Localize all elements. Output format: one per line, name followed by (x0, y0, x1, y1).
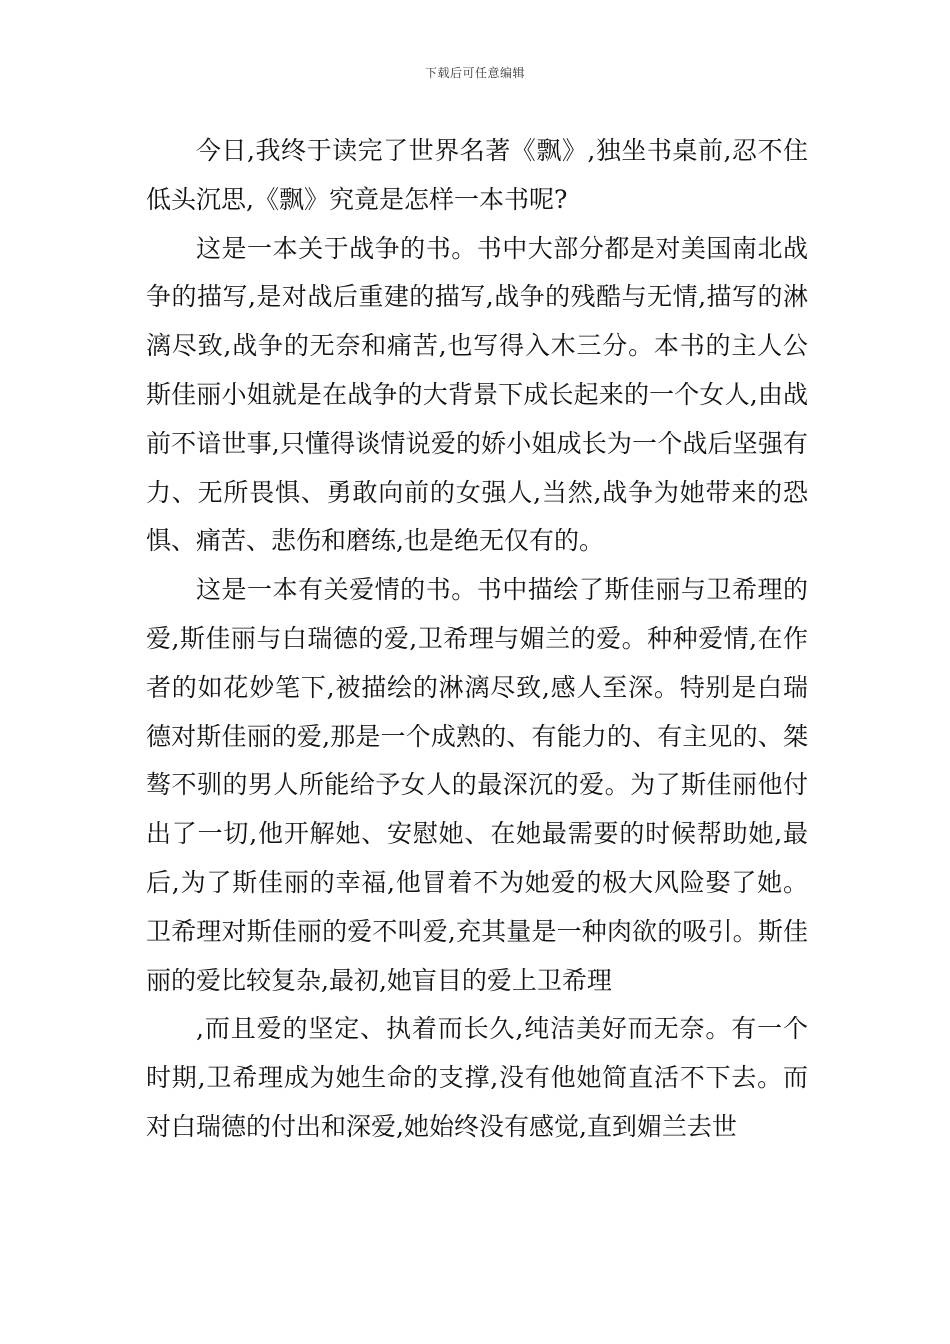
document-body (146, 127, 808, 1152)
page-header-note: 下载后可任意编辑 (424, 66, 525, 80)
paragraph-3: 这是一本有关爱情的书。书中描绘了斯佳丽与卫希理的爱,斯佳丽与白瑞德的爱,卫希理与媚兰的爱。种种爱情,在作者的如花妙笔下,被描绘的淋漓尽致,感人至深。特别是白瑞德对斯佳丽的爱,那是一个成熟的、有能力的、有主见的、桀骜不驯的男人所能给予女人的最深沉的爱。为了斯佳丽他付出了一切,他开解她、安慰她、在她最需要的时候帮助她,最后,为了斯佳丽的幸福,他冒着不为她爱的极大风险娶了她。卫希理对斯佳丽的爱不叫爱,充其量是一种肉欲的吸引。斯佳丽的爱比较复杂,最初,她盲目的爱上卫希理 (146, 575, 808, 995)
paragraph-2: 这是一本关于战争的书。书中大部分都是对美国南北战争的描写,是对战后重建的描写,战争的残酷与无情,描写的淋漓尽致,战争的无奈和痛苦,也写得入木三分。本书的主人公斯佳丽小姐就是在战争的大背景下成长起来的一个女人,由战前不谙世事,只懂得谈情说爱的娇小姐成长为一个战后坚强有力、无所畏惧、勇敢向前的女强人,当然,战争为她带来的恐惧、痛苦、悲伤和磨练,也是绝无仅有的。 (146, 233, 808, 556)
paragraph-4: ,而且爱的坚定、执着而长久,纯洁美好而无奈。有一个时期,卫希理成为她生命的支撑,没有他她简直活不下去。而对白瑞德的付出和深爱,她始终没有感觉,直到媚兰去世 (146, 1014, 808, 1141)
paragraph-1: 今日,我终于读完了世界名著《飘》,独坐书桌前,忍不住低头沉思,《飘》究竟是怎样一本书呢? (146, 136, 808, 214)
